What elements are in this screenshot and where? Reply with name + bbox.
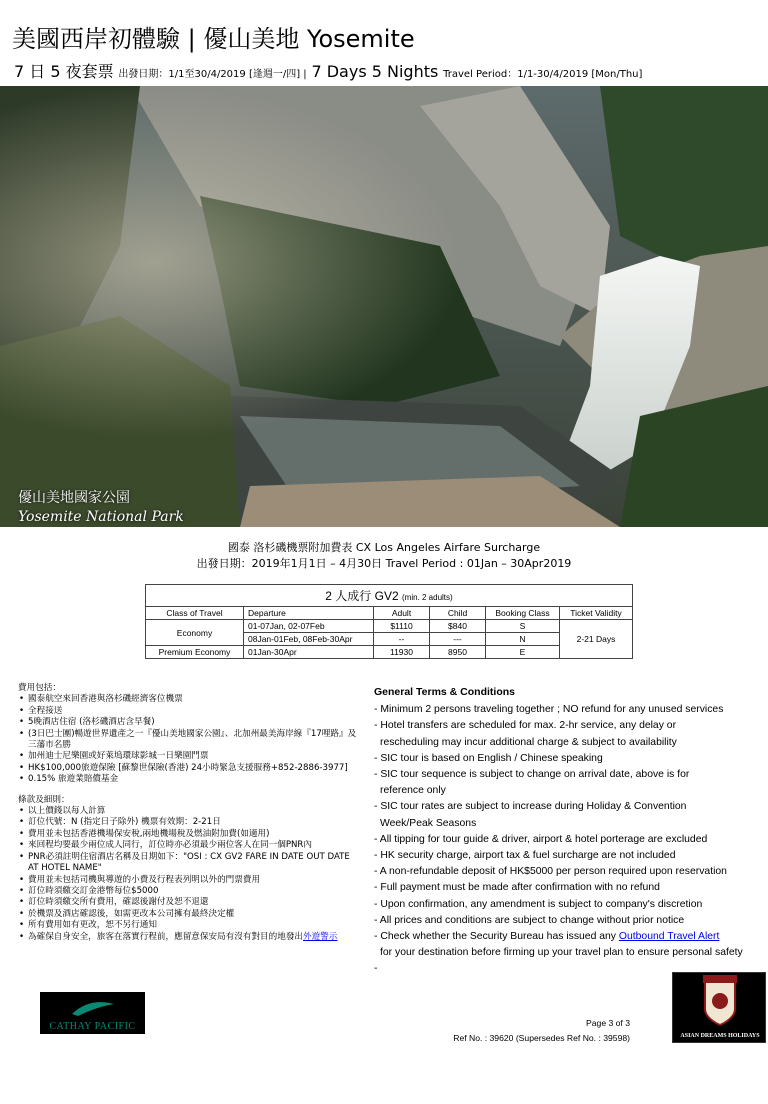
cell-adult: $1110 (374, 620, 430, 633)
subtitle-en: 7 Days 5 Nights (311, 62, 439, 81)
term-line: - All prices and conditions are subject to change without prior notice (374, 914, 685, 926)
cell-child: --- (430, 633, 486, 646)
crest-icon (673, 973, 767, 1033)
list-item: • 加州迪士尼樂園或好萊塢環球影城一日樂園門票 (18, 751, 363, 762)
terms-list (18, 806, 363, 943)
list-item: • 訂位時須繳交所有費用，確認後謝付及恕不退還 (18, 897, 363, 908)
header-ticket-validity: Ticket Validity (560, 607, 633, 620)
cell-child: $840 (430, 620, 486, 633)
list-item: • 所有費用如有更改，恕不另行通知 (18, 920, 363, 931)
general-terms-column (374, 684, 764, 978)
fare-table-caption-main: 2 人成行 GV2 (325, 589, 399, 603)
term-line: - Hotel transfers are scheduled for max. 2-hr service, any delay or (374, 720, 677, 732)
cell-economy: Economy (146, 620, 244, 646)
list-item: • 費用並未包括司機與導遊的小費及行程表列明以外的門票費用 (18, 875, 363, 886)
surcharge-period: 出發日期：2019年1月1日 – 4月30日 Travel Period : 01Jan – 30Apr2019 (196, 557, 572, 570)
cell-child: 8950 (430, 646, 486, 659)
chinese-terms-column (18, 683, 363, 943)
terms-heading: 條款及細則： (18, 794, 70, 805)
alert-prefix: - Check whether the Security Bureau has issued any (374, 931, 619, 943)
includes-list (18, 694, 363, 785)
term-line: - Upon confirmation, any amendment is subject to company's discretion (374, 898, 703, 910)
cell-adult: -- (374, 633, 430, 646)
subtitle-period-en: Travel Period：1/1-30/4/2019 [Mon/Thu] (443, 69, 643, 80)
term-line (374, 929, 764, 945)
page-title: 美國西岸初體驗 | 優山美地 Yosemite (12, 25, 415, 53)
list-item: • PNR必須註明住宿酒店名稱及日期如下："OSI : CX GV2 FARE IN DATE OUT DATE AT HOTEL NAME" (18, 852, 363, 875)
page-number: Page 3 of 3 (586, 1018, 630, 1028)
fare-table-caption (146, 585, 633, 607)
fare-table (145, 584, 633, 659)
subtitle-zh: 7 日 5 夜套票 (14, 62, 114, 81)
list-item: • 來回程均要最少兩位成人同行，訂位時亦必須最少兩位客人在同一個PNR內 (18, 840, 363, 851)
cell-departure: 01-07Jan, 02-07Feb (244, 620, 374, 633)
subtitle (14, 62, 642, 85)
term-line: rescheduling may incur additional charge & subject to availability (380, 736, 677, 748)
list-item: • 費用並未包括香港機場保安稅,兩地機場稅及燃油附加費(如適用) (18, 829, 363, 840)
general-terms-heading: General Terms & Conditions (374, 686, 515, 698)
hero-photo (0, 86, 768, 527)
hero-caption-en: Yosemite National Park (18, 509, 184, 525)
cell-adult: 11930 (374, 646, 430, 659)
term-line: - A non-refundable deposit of HK$5000 per person required upon reservation (374, 866, 727, 878)
waterfall-illustration (0, 86, 768, 527)
surcharge-title: 國泰 洛杉磯機票附加費表 CX Los Angeles Airfare Surcharge (227, 541, 541, 554)
fare-table-caption-row (146, 585, 633, 607)
list-item: • 全程接送 (18, 706, 363, 717)
list-item: • 於機票及酒店確認後，如需更改本公司擁有最終決定權 (18, 909, 363, 920)
subtitle-period-zh: 出發日期：1/1至30/4/2019 [逢週一/四] | (118, 69, 307, 80)
outbound-travel-alert-link[interactable]: Outbound Travel Alert (618, 931, 720, 943)
hero-caption (18, 488, 184, 526)
cell-departure: 01Jan-30Apr (244, 646, 374, 659)
list-item: • 0.15% 旅遊業賠償基金 (18, 774, 363, 785)
term-line: for your destination before firming up your travel plan to ensure personal safety (380, 947, 743, 959)
fare-table-header-row (146, 607, 633, 620)
header-booking-class: Booking Class (486, 607, 560, 620)
term-line: Week/Peak Seasons (380, 817, 477, 829)
term-line: - (374, 963, 378, 975)
term-line: - SIC tour is based on English / Chinese speaking (374, 752, 603, 764)
asian-dreams-holidays-logo (672, 972, 766, 1043)
fare-table-caption-min: (min. 2 adults) (402, 593, 453, 602)
cell-departure: 08Jan-01Feb, 08Feb-30Apr (244, 633, 374, 646)
hero-caption-zh: 優山美地國家公園 (18, 490, 130, 506)
table-row (146, 620, 633, 633)
cell-premium-economy: Premium Economy (146, 646, 244, 659)
term-line: - All tipping for tour guide & driver, airport & hotel porterage are excluded (374, 833, 708, 845)
term-line: - HK security charge, airport tax & fuel surcharge are not included (374, 850, 676, 862)
list-item: • HK$100,000旅遊保險 [蘇黎世保險(香港) 24小時緊急支援服務+852-2886-3977] (18, 763, 363, 774)
cell-booking: N (486, 633, 560, 646)
term-line: - SIC tour rates are subject to increase during Holiday & Convention (374, 801, 687, 813)
safety-note: 為確保自身安全，旅客在落實行程前，應留意保安局有沒有對目的地發出 (28, 931, 304, 942)
header-class: Class of Travel (146, 607, 244, 620)
list-item: • 5晚酒店住宿 (洛杉磯酒店含早餐) (18, 717, 363, 728)
adh-wordmark: ASIAN DREAMS HOLIDAYS (680, 1033, 760, 1039)
list-item: • 訂位代號：N (指定日子除外) 機票有效期：2-21日 (18, 817, 363, 828)
reference-number: Ref No. : 39620 (Supersedes Ref No. : 39598) (453, 1033, 630, 1043)
cathay-pacific-wordmark: CATHAY PACIFIC (49, 1021, 136, 1032)
list-item: • 以上價錢以每人計算 (18, 806, 363, 817)
list-item (18, 932, 363, 943)
header-adult: Adult (374, 607, 430, 620)
table-row (146, 646, 633, 659)
list-item: • 訂位時須繳交訂金港幣每位$5000 (18, 886, 363, 897)
term-line: reference only (380, 785, 446, 797)
list-item: • 國泰航空來回香港與洛杉磯經濟客位機票 (18, 694, 363, 705)
list-item: • (3日巴士團)暢遊世界遺產之一『優山美地國家公園』、北加州最美海岸線『17哩路』及三藩市名勝 (18, 729, 363, 752)
term-line: - Full payment must be made after confirmation with no refund (374, 882, 660, 894)
cell-validity: 2-21 Days (560, 620, 633, 659)
travel-alert-link-zh[interactable]: 外遊警示 (303, 931, 338, 942)
cell-booking: S (486, 620, 560, 633)
term-line: - SIC tour sequence is subject to change on arrival date, above is for (374, 769, 690, 781)
header-departure: Departure (244, 607, 374, 620)
cell-booking: E (486, 646, 560, 659)
brushwing-icon (70, 998, 116, 1018)
includes-heading: 費用包括： (18, 683, 61, 693)
header-child: Child (430, 607, 486, 620)
term-line: - Minimum 2 persons traveling together ; NO refund for any unused services (374, 704, 724, 716)
cathay-pacific-logo (40, 992, 145, 1034)
